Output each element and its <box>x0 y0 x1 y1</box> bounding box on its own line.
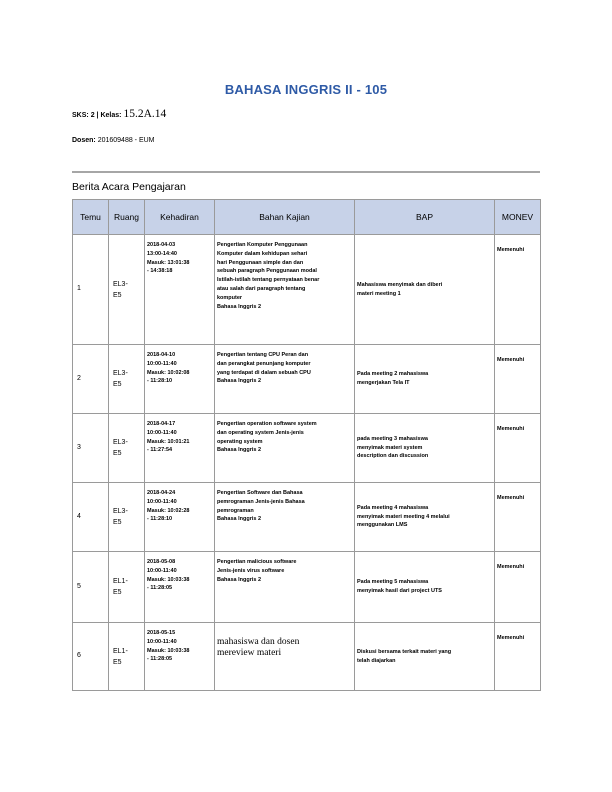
bahan-text: Pengertian operation software system dan operating system Jenis-jenis operating system Bahasa Inggris 2 <box>217 421 317 454</box>
dosen-label: Dosen: <box>72 137 96 144</box>
cell-ruang: EL3- E5 <box>109 345 145 414</box>
cell-bahan-kajian <box>215 552 355 623</box>
kelas-label: Kelas: <box>100 112 122 119</box>
bahan-text: Pengertian malicious software Jenis-jenis virus software Bahasa Inggris 2 <box>217 559 297 583</box>
header-monev: MONEV <box>495 200 541 235</box>
cell-temu: 1 <box>73 235 109 345</box>
kelas-value: 15.2A.14 <box>123 108 167 120</box>
cell-temu: 5 <box>73 552 109 623</box>
table-row <box>73 345 541 414</box>
cell-bahan-kajian <box>215 345 355 414</box>
cell-temu: 4 <box>73 483 109 552</box>
table-row <box>73 414 541 483</box>
cell-bap: pada meeting 3 mahasiswa menyimak materi system description dan discussion <box>355 414 495 483</box>
cell-bahan-kajian <box>215 235 355 345</box>
cell-ruang: EL3- E5 <box>109 483 145 552</box>
header-bahan-kajian: Bahan Kajian <box>215 200 355 235</box>
table-row <box>73 483 541 552</box>
cell-monev: Memenuhi <box>495 235 541 345</box>
cell-ruang: EL1- E5 <box>109 623 145 691</box>
document-title: BAHASA INGGRIS II - 105 <box>224 82 388 97</box>
bahan-text: Pengertian Software dan Bahasa pemrograman Jenis-jenis Bahasa pemrograman Bahasa Inggris 2 <box>217 490 305 523</box>
cell-bahan-kajian <box>215 414 355 483</box>
header-ruang: Ruang <box>109 200 145 235</box>
cell-kehadiran: 2018-04-17 10:00-11:40 Masuk: 10:01:21 - 11:27:54 <box>145 414 215 483</box>
cell-bap: Pada meeting 2 mahasiswa mengerjakan Tela IT <box>355 345 495 414</box>
bahan-text: Pengertian tentang CPU Peran dan dan perangkat penunjang komputer yang terdapat di dalam sebuah CPU Bahasa Inggris 2 <box>217 352 311 385</box>
sks-value: 2 <box>90 112 95 119</box>
cell-monev: Memenuhi <box>495 483 541 552</box>
cell-bap: Pada meeting 4 mahasiswa menyimak materi meeting 4 melalui menggunakan LMS <box>355 483 495 552</box>
cell-bap: Mahasiswa menyimak dan diberi materi meeting 1 <box>355 235 495 345</box>
teaching-log-table <box>72 199 541 691</box>
section-divider <box>72 171 540 173</box>
cell-kehadiran: 2018-05-15 10:00-11:40 Masuk: 10:03:38 - 11:28:05 <box>145 623 215 691</box>
cell-bahan-kajian <box>215 483 355 552</box>
bahan-handwritten: mahasiswa dan dosen mereview materi <box>217 637 300 658</box>
table-header-row <box>73 200 541 235</box>
cell-bap: Diskusi bersama terkait materi yang telah diajarkan <box>355 623 495 691</box>
course-meta <box>72 108 166 120</box>
meta-separator: | <box>96 112 99 119</box>
bahan-text: Pengertian Komputer Penggunaan Komputer dalam kehidupan sehari hari Penggunaan simple dan dan sebuah paragraph Penggunaan modal Istilah-istilah tentang pernyataan benar atau salah dari paragraph tentang komputer Bahasa Inggris 2 <box>217 242 320 310</box>
cell-bap: Pada meeting 5 mahasiswa menyimak hasil dari project UTS <box>355 552 495 623</box>
cell-monev: Memenuhi <box>495 345 541 414</box>
table-row <box>73 623 541 691</box>
cell-monev: Memenuhi <box>495 414 541 483</box>
table-row <box>73 235 541 345</box>
cell-kehadiran: 2018-04-10 10:00-11:40 Masuk: 10:02:08 - 11:28:10 <box>145 345 215 414</box>
table-row <box>73 552 541 623</box>
cell-kehadiran: 2018-04-03 13:00-14:40 Masuk: 13:01:38 - 14:38:18 <box>145 235 215 345</box>
header-bap: BAP <box>355 200 495 235</box>
cell-kehadiran: 2018-05-08 10:00-11:40 Masuk: 10:03:38 - 11:28:05 <box>145 552 215 623</box>
header-kehadiran: Kehadiran <box>145 200 215 235</box>
section-title: Berita Acara Pengajaran <box>72 181 186 193</box>
cell-temu: 3 <box>73 414 109 483</box>
cell-kehadiran: 2018-04-24 10:00-11:40 Masuk: 10:02:28 - 11:28:10 <box>145 483 215 552</box>
lecturer-meta <box>72 137 155 144</box>
cell-monev: Memenuhi <box>495 552 541 623</box>
cell-ruang: EL3- E5 <box>109 235 145 345</box>
cell-temu: 6 <box>73 623 109 691</box>
sks-label: SKS: <box>72 112 89 119</box>
cell-monev: Memenuhi <box>495 623 541 691</box>
cell-bahan-kajian <box>215 623 355 691</box>
cell-ruang: EL3- E5 <box>109 414 145 483</box>
header-temu: Temu <box>73 200 109 235</box>
cell-ruang: EL1- E5 <box>109 552 145 623</box>
dosen-value: 201609488 - EUM <box>97 137 155 144</box>
cell-temu: 2 <box>73 345 109 414</box>
